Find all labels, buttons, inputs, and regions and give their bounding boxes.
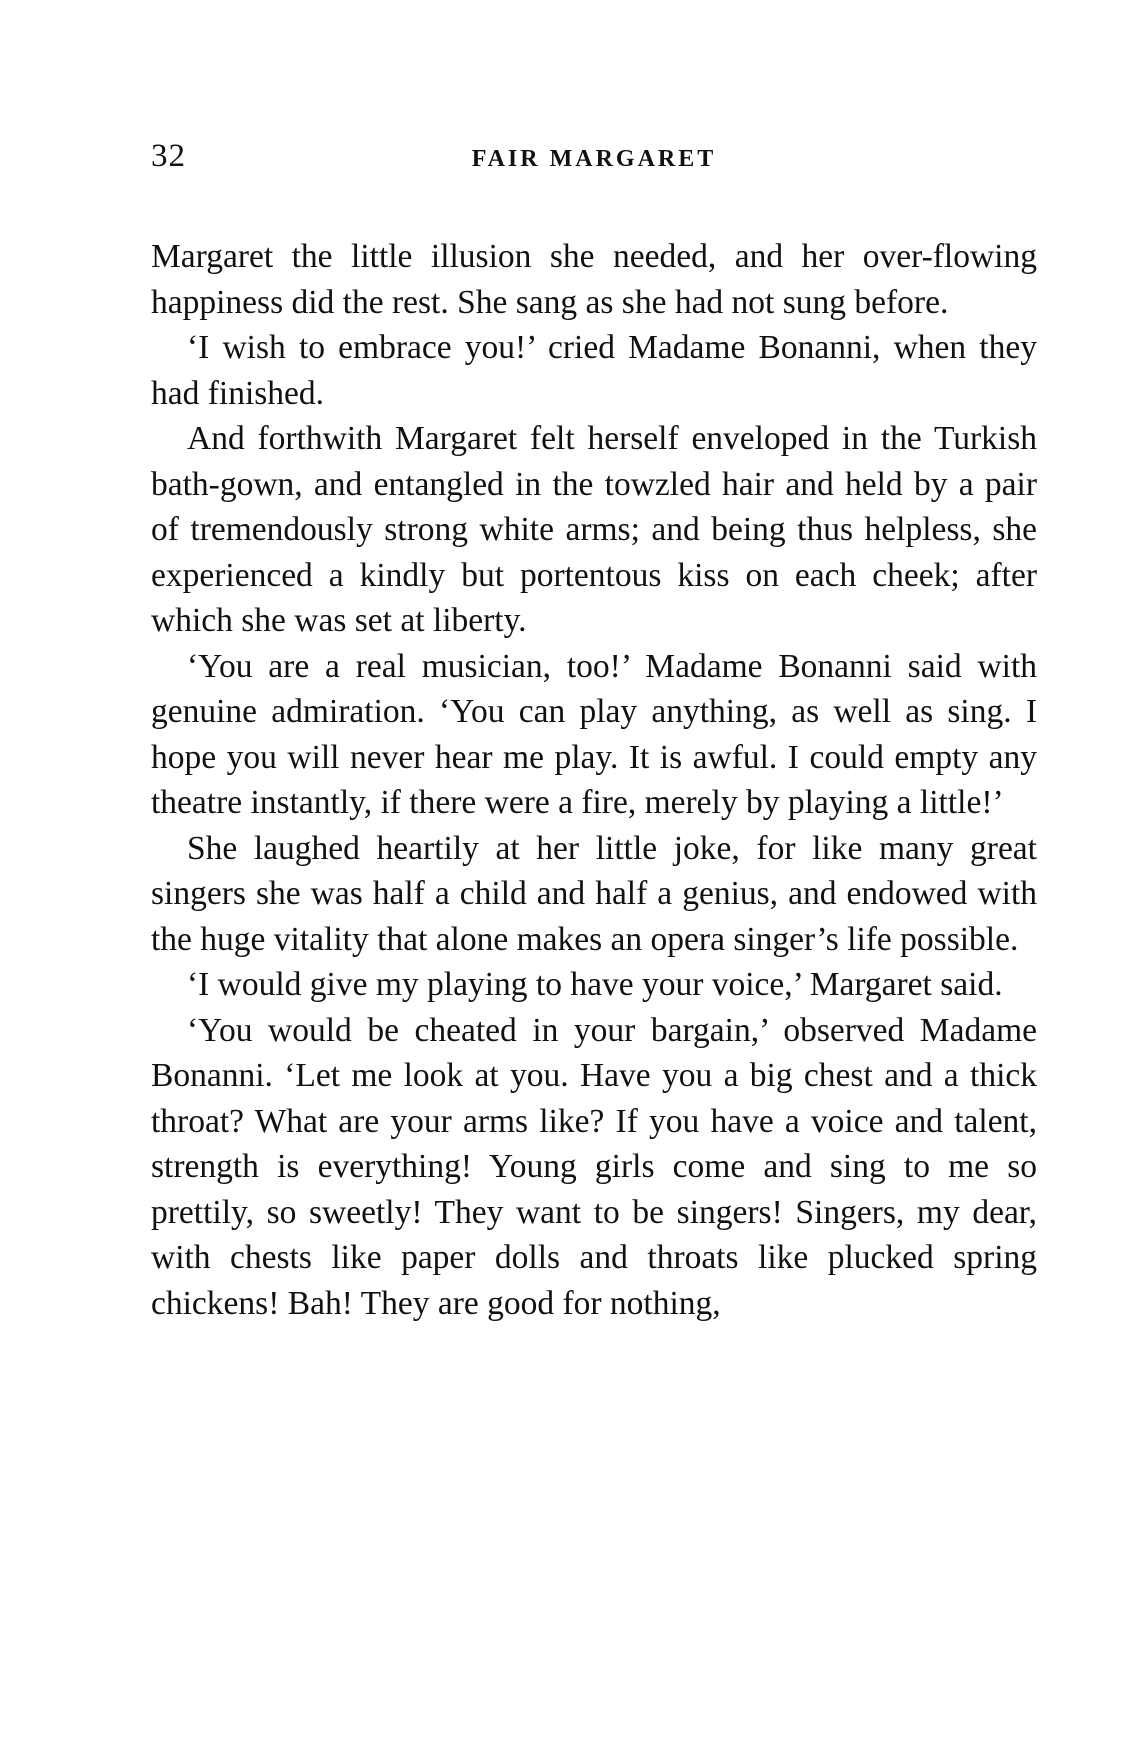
page-number: 32 xyxy=(151,138,186,174)
book-page xyxy=(151,138,1037,1326)
paragraph: ‘You are a real musician, too!’ Madame Bonanni said with genuine admiration. ‘You can play anything, as well as sing. I hope you will never hear me play. It is awful. I could empty any theatre instantly, if there were a fire, merely by playing a little!’ xyxy=(151,647,1037,821)
running-title: FAIR MARGARET xyxy=(471,146,717,172)
paragraph: ‘I wish to embrace you!’ cried Madame Bonanni, when they had finished. xyxy=(151,329,1037,412)
paragraph: ‘I would give my playing to have your voice,’ Margaret said. xyxy=(187,966,1003,1003)
body-text xyxy=(151,234,1037,1326)
paragraph: ‘You would be cheated in your bargain,’ observed Madame Bonanni. ‘Let me look at you. Have you a big chest and a thick throat? What are your arms like? If you have a voice and talent, strength is everything! Young girls come and sing to me so prettily, so sweetly! They want to be singers! Singers, my dear, with chests like paper dolls and throats like plucked spring chickens! Bah! They are good for nothing, xyxy=(151,1011,1037,1322)
paragraph: She laughed heartily at her little joke, for like many great singers she was half a child and half a genius, and endowed with the huge vitality that alone makes an opera singer’s life possible. xyxy=(151,829,1037,958)
paragraph: And forthwith Margaret felt herself enveloped in the Turkish bath-gown, and entangled in the towzled hair and held by a pair of tremendously strong white arms; and being thus helpless, she experienced a kindly but portentous kiss on each cheek; after which she was set at liberty. xyxy=(151,420,1037,639)
paragraph-continuation: Margaret the little illusion she needed, and her over-flowing happiness did the rest. She sang as she had not sung before. xyxy=(151,238,1037,321)
page-header xyxy=(151,138,1037,184)
